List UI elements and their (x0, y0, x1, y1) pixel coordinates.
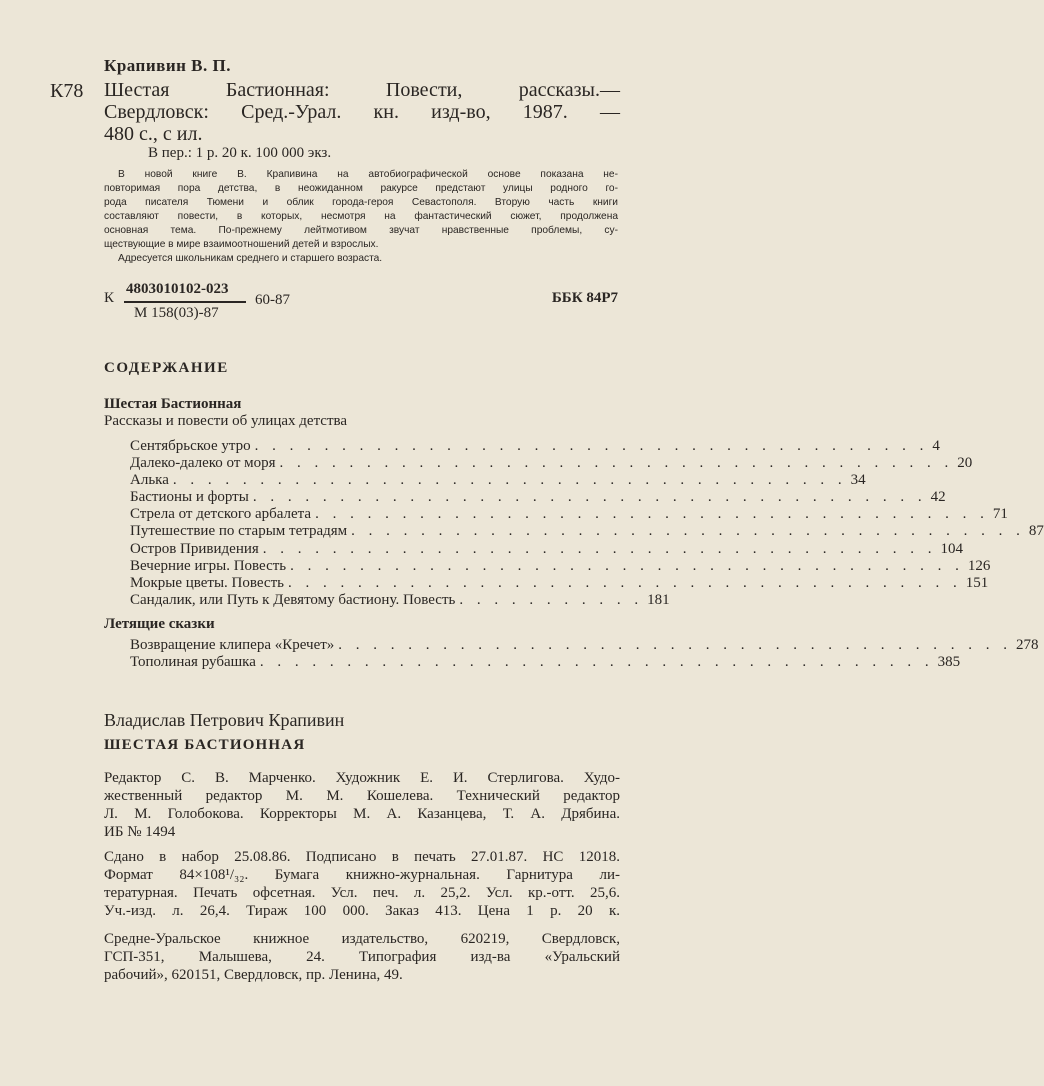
toc-entry (130, 472, 866, 490)
toc-entry (130, 575, 989, 593)
toc-leader: . . . . . . . . . . . . . . . . . . . . . . . . . . . . . . . . . . . . . . . (279, 455, 954, 471)
title-line-3: 480 с., с ил. (104, 123, 203, 145)
toc-leader: . . . . . . . . . . . (459, 592, 644, 608)
toc-page: 34 (850, 472, 866, 488)
contents-heading: СОДЕРЖАНИЕ (104, 360, 229, 376)
toc-leader: . . . . . . . . . . . . . . . . . . . . . . . . . . . . . . . . . . . . . . . (315, 506, 989, 522)
annotation-line: рода писателя Тюмени и облик города-героя Севастополя. Вторую часть книги (104, 197, 618, 208)
production-line: Сдано в набор 25.08.86. Подписано в печать 27.01.87. НС 12018. (104, 849, 620, 865)
index-denominator: М 158(03)-87 (134, 305, 219, 321)
toc-page: 181 (647, 592, 670, 608)
production-line: Формат 84×108¹/₃₂. Бумага книжно-журнальная. Гарнитура ли- (104, 867, 620, 883)
toc-entry (130, 558, 991, 576)
annotation-line: ществующие в мире взаимоотношений детей и взрослых. (104, 239, 379, 250)
toc-title: Далеко-далеко от моря (130, 455, 276, 471)
toc-title: Мокрые цветы. Повесть (130, 575, 284, 591)
toc-page: 4 (932, 438, 940, 454)
toc-leader: . . . . . . . . . . . . . . . . . . . . . . . . . . . . . . . . . . . . . . . (254, 438, 929, 454)
toc-title: Сандалик, или Путь к Девятому бастиону. Повесть (130, 592, 456, 608)
annotation-line: основная тема. По-прежнему лейтмотивом звучат нравственные проблемы, су- (104, 225, 618, 236)
title-line-1: Шестая Бастионная: Повести, рассказы.— (104, 79, 620, 101)
toc-entry (130, 455, 973, 473)
toc-entry (130, 523, 1044, 541)
bbk-code: ББК 84Р7 (551, 290, 618, 306)
staff-line: Редактор С. В. Марченко. Художник Е. И. Стерлигова. Худо- (104, 770, 620, 786)
toc-title: Алька (130, 472, 169, 488)
toc-page: 126 (967, 558, 991, 574)
index-letter: К (104, 290, 115, 306)
toc-title: Сентябрьское утро (130, 438, 251, 454)
toc-title: Возвращение клипера «Кречет» (130, 637, 335, 653)
annotation-line: В новой книге В. Крапивина на автобиографической основе показана не- (118, 169, 618, 180)
fraction-bar (124, 301, 246, 303)
publisher-line: рабочий», 620151, Свердловск, пр. Ленина, 49. (104, 967, 403, 983)
toc-leader: . . . . . . . . . . . . . . . . . . . . . . . . . . . . . . . . . . . . . . . (290, 558, 964, 574)
toc-page: 20 (957, 455, 973, 471)
staff-line: жественный редактор М. М. Кошелева. Технический редактор (104, 788, 620, 804)
staff-line: Л. М. Голобокова. Корректоры М. А. Казанцева, Т. А. Дрябина. (104, 806, 620, 822)
toc-leader: . . . . . . . . . . . . . . . . . . . . . . . . . . . . . . . . . . . . . . . (262, 541, 937, 557)
production-line: тературная. Печать офсетная. Усл. печ. л. 25,2. Усл. кр.-отт. 25,6. (104, 885, 620, 901)
section-subtitle: Рассказы и повести об улицах детства (104, 413, 348, 429)
section-title: Шестая Бастионная (104, 396, 242, 412)
toc-page: 87 (1028, 523, 1044, 539)
production-line: Уч.-изд. л. 26,4. Тираж 100 000. Заказ 413. Цена 1 р. 20 к. (104, 903, 620, 919)
toc-entry (130, 592, 670, 610)
annotation-line: повторимая пора детства, в неожиданном ракурсе предстают улицы родного го- (104, 183, 618, 194)
title-line-2: Свердловск: Сред.-Урал. кн. изд-во, 1987. — (104, 101, 620, 123)
toc-entry (130, 637, 1039, 655)
toc-entry (130, 438, 940, 456)
toc-title: Бастионы и форты (130, 489, 249, 505)
publisher-line: Средне-Уральское книжное издательство, 620219, Свердловск, (104, 931, 620, 947)
annotation (104, 169, 618, 264)
toc-leader: . . . . . . . . . . . . . . . . . . . . . . . . . . . . . . . . . . . . . . . (252, 489, 927, 505)
toc-entry (130, 541, 964, 559)
toc-title: Путешествие по старым тетрадям (130, 523, 348, 539)
publisher-line: ГСП-351, Малышева, 24. Типография изд-ва «Уральский (104, 949, 620, 965)
annotation-line: Адресуется школьникам среднего и старшего возраста. (118, 253, 383, 264)
toc-title: Остров Привидения (130, 541, 259, 557)
toc-entry (130, 489, 946, 507)
toc-leader: . . . . . . . . . . . . . . . . . . . . . . . . . . . . . . . . . . . . . . . (172, 472, 847, 488)
toc-title: Стрела от детского арбалета (130, 506, 312, 522)
toc-page: 385 (937, 654, 961, 670)
toc-leader: . . . . . . . . . . . . . . . . . . . . . . . . . . . . . . . . . . . . . . . (287, 575, 962, 591)
staff-line: ИБ № 1494 (104, 824, 176, 840)
book-title: ШЕСТАЯ БАСТИОННАЯ (104, 737, 306, 753)
toc-page: 71 (992, 506, 1008, 522)
toc-title: Тополиная рубашка (130, 654, 256, 670)
author-full-name: Владислав Петрович Крапивин (104, 710, 345, 730)
author-heading: Крапивин В. П. (104, 56, 231, 75)
index-code: 60-87 (255, 292, 290, 308)
toc-leader: . . . . . . . . . . . . . . . . . . . . . . . . . . . . . . . . . . . . . . . (259, 654, 934, 670)
toc-title: Вечерние игры. Повесть (130, 558, 287, 574)
toc-entry (130, 654, 961, 672)
toc-page: 151 (965, 575, 989, 591)
index-numerator: 4803010102-023 (126, 281, 229, 297)
section-title: Летящие сказки (104, 616, 215, 632)
toc-page: 104 (940, 541, 964, 557)
annotation-line: составляют повести, в которых, несмотря на фантастический сюжет, продолжена (104, 211, 618, 222)
toc-leader: . . . . . . . . . . . . . . . . . . . . . . . . . . . . . . . . . . . . . . . (351, 523, 1025, 539)
toc-leader: . . . . . . . . . . . . . . . . . . . . . . . . . . . . . . . . . . . . . . . (338, 637, 1013, 653)
toc-page: 278 (1016, 637, 1039, 653)
toc-entry (130, 506, 1008, 524)
toc-page: 42 (930, 489, 946, 505)
classification-code: К78 (50, 80, 84, 102)
price-circulation: В пер.: 1 р. 20 к. 100 000 экз. (148, 145, 332, 161)
